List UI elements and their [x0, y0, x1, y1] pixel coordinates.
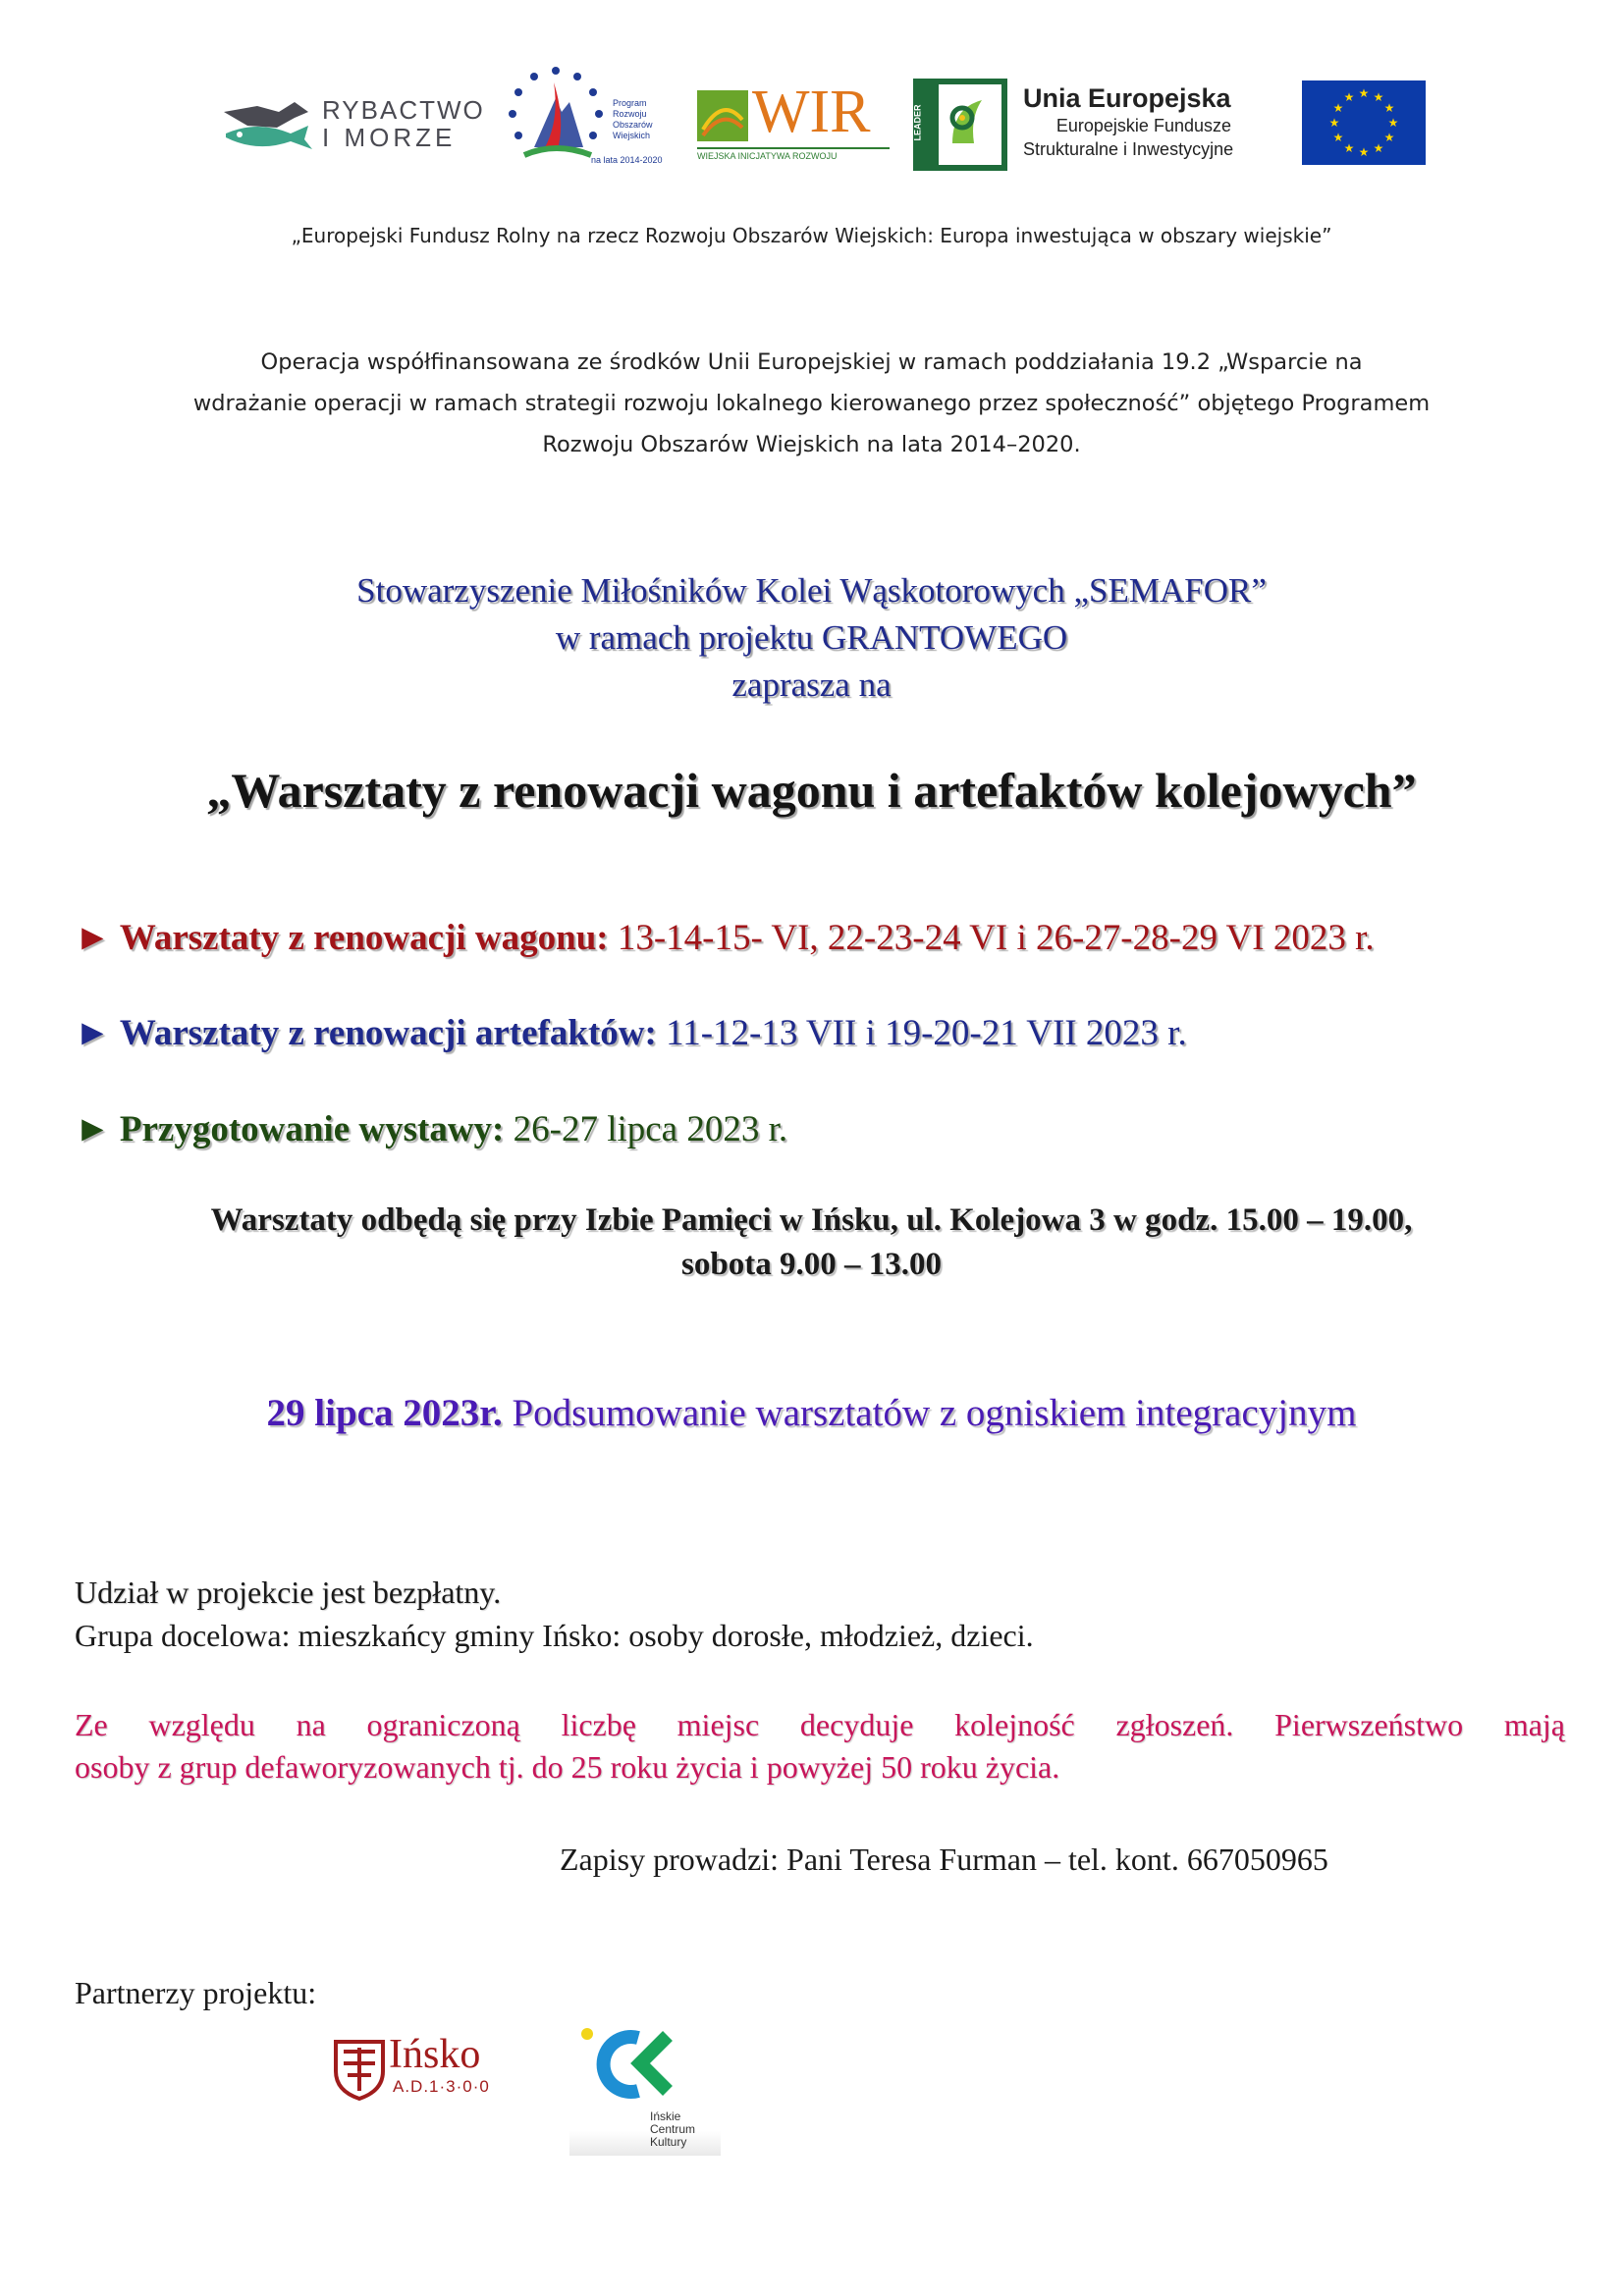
priority-line-1: Ze względu na ograniczoną liczbę miejsc decyduje kolejność zgłoszeń. Pierwszeństwo mają [75, 1707, 1565, 1742]
wir-logo [697, 79, 893, 163]
venue-line-1: Warsztaty odbędą się przy Izbie Pamięci w Ińsku, ul. Kolejowa 3 w godz. 15.00 – 19.00, [210, 1202, 1413, 1238]
bullet-marker-icon: ► [75, 1013, 111, 1053]
fund-line: „Europejski Fundusz Rolny na rzecz Rozwoju Obszarów Wiejskich: Europa inwestująca w obszary wiejskie” [291, 224, 1332, 247]
bullet-wagon [75, 917, 1375, 959]
free-participation: Udział w projekcie jest bezpłatny. [75, 1575, 502, 1610]
prow-line2: Rozwoju [613, 109, 647, 119]
svg-text:★: ★ [1383, 131, 1395, 144]
ck-line1: Ińskie [650, 2109, 681, 2123]
prow-line1: Program [613, 98, 647, 108]
header-invite: zaprasza na [731, 666, 892, 704]
wir-swirl-icon [697, 90, 748, 141]
header-organization: Stowarzyszenie Miłośników Kolei Wąskotorowych „SEMAFOR” [356, 571, 1267, 610]
prow-emblem-icon [505, 63, 607, 165]
bullet-dates: 13-14-15- VI, 22-23-24 VI i 26-27-28-29 VI 2023 r. [617, 918, 1375, 958]
rybactwo-line2: I MORZE [322, 123, 457, 152]
bullet-label: Warsztaty z renowacji artefaktów: [119, 1013, 657, 1053]
svg-text:★: ★ [1343, 141, 1355, 155]
bullet-label: Warsztaty z renowacji wagonu: [119, 918, 609, 958]
svg-text:★: ★ [1358, 86, 1370, 100]
eu-line2: Strukturalne i Inwestycyjne [1023, 139, 1234, 159]
svg-text:★: ★ [1373, 90, 1384, 104]
svg-text:★: ★ [1387, 116, 1399, 130]
venue-line-2: sobota 9.00 – 13.00 [681, 1247, 942, 1282]
bullet-label: Przygotowanie wystawy: [119, 1109, 505, 1149]
insko-logo [334, 2032, 511, 2103]
target-group: Grupa docelowa: mieszkańcy gminy Ińsko: osoby dorosłe, młodzież, dzieci. [75, 1618, 1034, 1653]
eu-line1: Europejskie Fundusze [1055, 116, 1231, 135]
prow-line4: Wiejskich [613, 131, 651, 140]
wir-name: WIR [752, 79, 871, 145]
operation-line-2: wdrażanie operacji w ramach strategii rozwoju lokalnego kierowanego przez społeczność” objętego Programem [192, 391, 1431, 416]
prow-line5: na lata 2014-2020 [591, 155, 663, 165]
rybactwo-logo [218, 90, 483, 159]
logo-bar [218, 61, 1426, 179]
rybactwo-line1: RYBACTWO [322, 95, 485, 125]
summary-text: Podsumowanie warsztatów z ogniskiem integracyjnym [512, 1392, 1357, 1434]
wir-sub: WIEJSKA INICJATYWA ROZWOJU [697, 147, 890, 161]
svg-text:★: ★ [1343, 90, 1355, 104]
svg-text:★: ★ [1332, 131, 1344, 144]
eu-text [1023, 82, 1249, 161]
bullet-artifacts [75, 1012, 1187, 1054]
fish-icon [218, 90, 320, 159]
eu-flag [1302, 80, 1426, 165]
header-project: w ramach projektu GRANTOWEGO [555, 618, 1068, 657]
prow-line3: Obszarów [613, 120, 653, 130]
svg-text:★: ★ [1383, 101, 1395, 115]
insko-sub: A.D.1·3·0·0 [393, 2077, 490, 2096]
prow-logo [505, 61, 681, 169]
operation-line-1: Operacja współfinansowana ze środków Unii Europejskiej w ramach poddziałania 19.2 „Wsparcie na [260, 349, 1363, 375]
summary-date: 29 lipca 2023r. [266, 1392, 503, 1434]
ck-logo [569, 2018, 721, 2156]
priority-line-2: osoby z grup defaworyzowanych tj. do 25 roku życia i powyżej 50 roku życia. [75, 1749, 1060, 1785]
bullet-marker-icon: ► [75, 918, 111, 958]
insko-crest-icon [334, 2038, 385, 2101]
bullet-dates: 26-27 lipca 2023 r. [513, 1109, 788, 1149]
svg-text:★: ★ [1373, 141, 1384, 155]
insko-name: Ińsko [389, 2032, 481, 2077]
leader-logo [913, 79, 1007, 171]
leader-name: LEADER [912, 104, 923, 141]
summary-line [0, 1391, 1623, 1435]
bullet-dates: 11-12-13 VII i 19-20-21 VII 2023 r. [666, 1013, 1187, 1053]
page-title: „Warsztaty z renowacji wagonu i artefaktów kolejowych” [206, 763, 1417, 818]
ck-line3: Kultury [650, 2135, 687, 2149]
bullet-marker-icon: ► [75, 1109, 111, 1149]
svg-text:★: ★ [1358, 145, 1370, 159]
svg-text:★: ★ [1332, 101, 1344, 115]
operation-line-3: Rozwoju Obszarów Wiejskich na lata 2014–2020. [542, 432, 1081, 457]
eu-title: Unia Europejska [1023, 83, 1231, 113]
partners-label: Partnerzy projektu: [75, 1975, 317, 2010]
bullet-exhibition [75, 1108, 787, 1150]
leader-icon [913, 79, 1007, 171]
svg-text:★: ★ [1328, 116, 1340, 130]
contact-line: Zapisy prowadzi: Pani Teresa Furman – tel. kont. 667050965 [560, 1842, 1328, 1877]
ck-logo-icon [575, 2022, 683, 2110]
ck-line2: Centrum [650, 2122, 696, 2136]
eu-flag-icon [1302, 80, 1426, 165]
